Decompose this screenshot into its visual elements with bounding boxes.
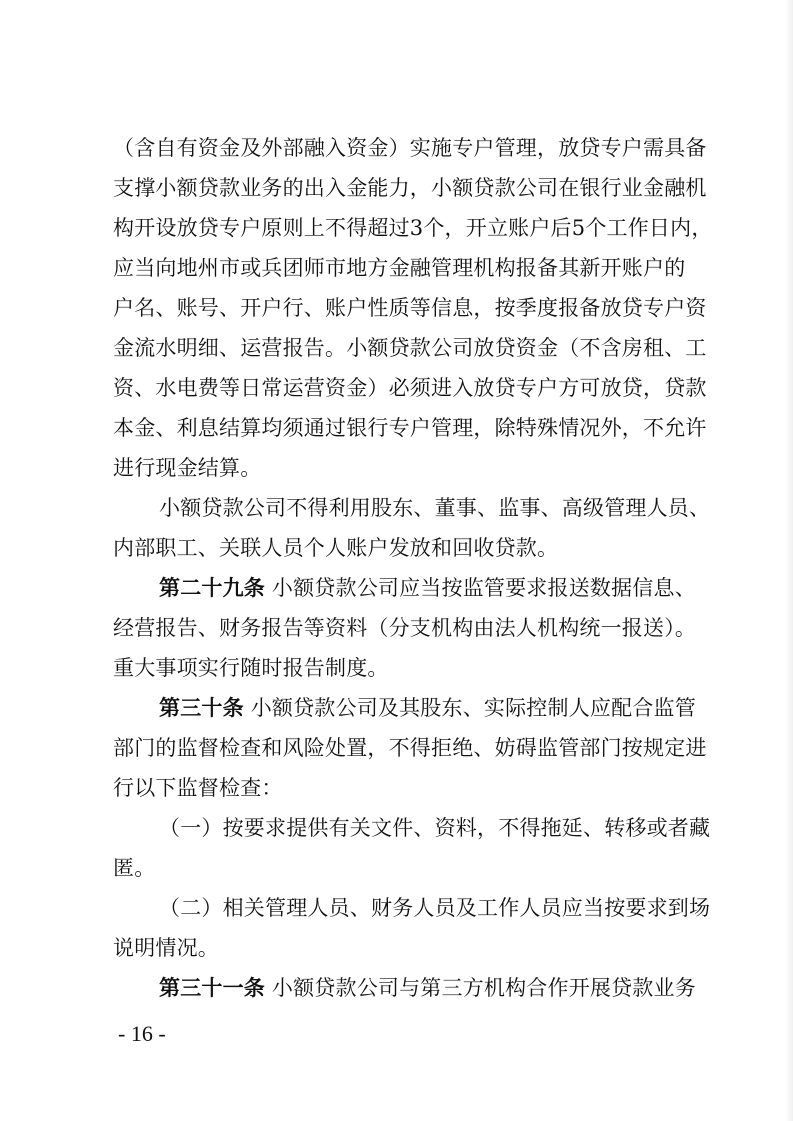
text-line: 部门的监督检查和风险处置，不得拒绝、妨碍监管部门按规定进 <box>113 736 707 760</box>
text-line: 匿。 <box>113 856 156 880</box>
text-line: 行以下监督检查： <box>113 776 283 800</box>
text-line: 金流水明细、运营报告。小额贷款公司放贷资金（不含房租、工 <box>113 336 707 360</box>
list-item-2: （二）相关管理人员、财务人员及工作人员应当按要求到场 <box>159 896 711 920</box>
page-number: - 16 - <box>118 1021 166 1046</box>
article-30-line <box>159 693 704 723</box>
text-line: 户名、账号、开户行、账户性质等信息，按季度报备放贷专户资 <box>113 296 707 320</box>
list-item-1: （一）按要求提供有关文件、资料，不得拖延、转移或者藏 <box>159 816 711 840</box>
text-line: 资、水电费等日常运营资金）必须进入放贷专户方可放贷，贷款 <box>113 376 707 400</box>
article-31-text: 小额贷款公司与第三方机构合作开展贷款业务 <box>271 976 696 1000</box>
article-29-text: 小额贷款公司应当按监管要求报送数据信息、 <box>271 576 696 600</box>
article-29-heading: 第二十九条 <box>159 576 265 600</box>
article-30-text: 小额贷款公司及其股东、实际控制人应配合监管 <box>250 696 696 720</box>
text-line: 本金、利息结算均须通过银行专户管理，除特殊情况外，不允许 <box>113 416 707 440</box>
text-line: 经营报告、财务报告等资料（分支机构由法人机构统一报送）。 <box>113 616 697 640</box>
text-line: 小额贷款公司不得利用股东、董事、监事、高级管理人员、 <box>159 496 711 520</box>
text-line: 构开设放贷专户原则上不得超过3个，开立账户后5个工作日内， <box>113 216 713 240</box>
text-line: 进行现金结算。 <box>113 456 262 480</box>
article-31-heading: 第三十一条 <box>159 976 265 1000</box>
text-line: 应当向地州市或兵团师市地方金融管理机构报备其新开账户的 <box>113 256 686 280</box>
page-edge-shadow <box>785 0 793 1121</box>
text-line: 重大事项实行随时报告制度。 <box>113 656 389 680</box>
article-31-line <box>159 973 704 1003</box>
article-30-heading: 第三十条 <box>159 696 244 720</box>
text-line: （含自有资金及外部融入资金）实施专户管理，放贷专户需具备 <box>113 136 707 160</box>
article-29-line <box>159 573 704 603</box>
text-line: 说明情况。 <box>113 936 219 960</box>
text-line: 内部职工、关联人员个人账户发放和回收贷款。 <box>113 536 559 560</box>
text-line: 支撑小额贷款业务的出入金能力，小额贷款公司在银行业金融机 <box>113 176 707 200</box>
